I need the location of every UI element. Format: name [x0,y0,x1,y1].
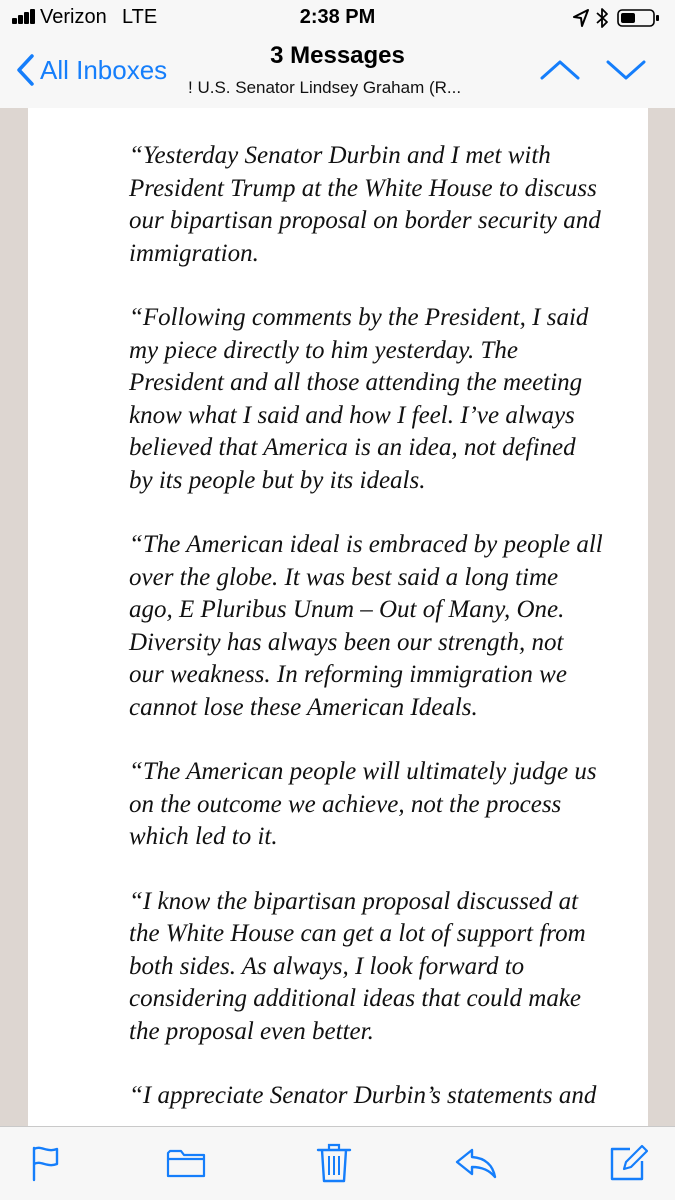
page-title: 3 Messages [270,42,405,69]
email-body [129,140,629,1126]
reply-button[interactable] [452,1141,500,1185]
back-button-label: All Inboxes [40,54,168,85]
next-message-button[interactable] [604,54,648,86]
folder-icon [166,1147,206,1179]
location-icon [573,8,589,28]
email-paragraph-1: “Yesterday Senator Durbin and I met with President Trump at the White House to discuss our bipartisan proposal on border security and immigration. [129,142,601,267]
status-time: 2:38 PM [299,6,376,28]
navigation-bar [0,36,675,108]
status-bar [0,0,675,36]
status-icons [573,6,663,30]
previous-message-button[interactable] [538,54,582,86]
chevron-down-icon [604,54,648,86]
bluetooth-icon [595,7,609,29]
message-subject: ! U.S. Senator Lindsey Graham (R... [188,78,462,97]
flag-button[interactable] [22,1141,70,1185]
network-type: LTE [122,6,158,28]
email-paragraph-6: “I appreciate Senator Durbin’s statements and [129,1082,597,1109]
reply-icon [454,1146,498,1180]
bottom-toolbar [0,1126,675,1200]
compose-icon [608,1143,648,1183]
email-paragraph-2: “Following comments by the President, I said my piece directly to him yesterday. The President and all those attending the meeting know what I said and how I feel. I’ve always believed that America is an idea, not defined by its people but by its ideals. [129,304,589,494]
email-paragraph-5: “I know the bipartisan proposal discussed at the White House can get a lot of support from both sides. As always, I look forward to considering additional ideas that could make the proposal even better. [129,887,586,1045]
carrier-name: Verizon [40,6,107,28]
email-paragraph-3: “The American ideal is embraced by people all over the globe. It was best said a long time ago, E Pluribus Unum – Out of Many, One. Diversity has always been our strength, not our weakness. In reforming immigration we cannot lose these American Ideals. [129,531,603,721]
move-to-folder-button[interactable] [162,1141,210,1185]
trash-icon [316,1142,352,1184]
delete-button[interactable] [310,1141,358,1185]
email-page [28,108,648,1126]
flag-icon [29,1144,63,1182]
battery-icon [617,7,661,29]
message-viewer[interactable] [0,108,675,1126]
compose-button[interactable] [604,1141,652,1185]
email-paragraph-4: “The American people will ultimately judge us on the outcome we achieve, not the process which led to it. [129,758,597,850]
chevron-up-icon [538,54,582,86]
